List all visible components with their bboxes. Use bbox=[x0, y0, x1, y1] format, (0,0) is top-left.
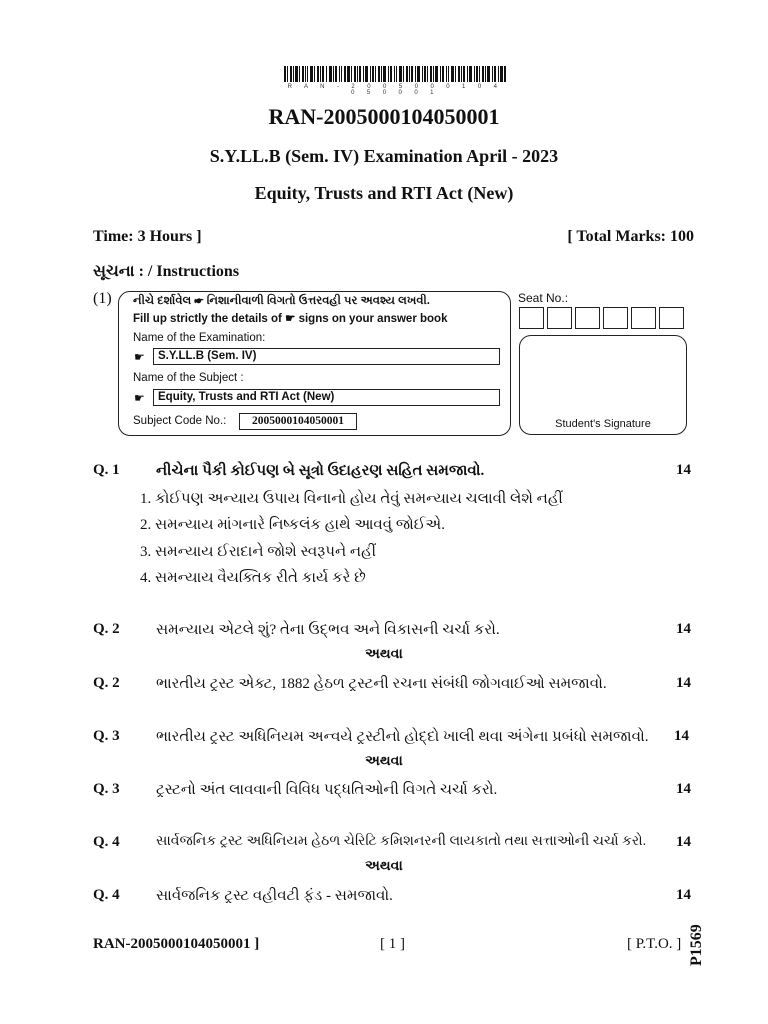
question-marks: 14 bbox=[674, 728, 689, 744]
question-text: ટ્રસ્ટનો અંત લાવવાની વિવિધ પદ્ધતિઓની વિગતે ચર્ચા કરો. bbox=[156, 782, 498, 798]
or-separator: અથવા bbox=[365, 859, 403, 874]
question-text: સાર્વજનિક ટ્રસ્ટ અધિનિયમ હેઠળ ચેરિટિ કમિશનરની લાયકાતો તથા સત્તાઓની ચર્ચા કરો. bbox=[156, 834, 647, 849]
sub-question: 1. કોઈપણ અન્યાય ઉપાય વિનાનો હોય તેવું સમન્યાય ચલાવી લેશે નહીં bbox=[140, 491, 563, 507]
seat-digit-box bbox=[519, 307, 544, 329]
question-marks: 14 bbox=[676, 675, 691, 691]
question-number: Q. 2 bbox=[93, 675, 120, 691]
exam-title: S.Y.LL.B (Sem. IV) Examination April - 2023 bbox=[209, 146, 559, 166]
pointing-hand-icon: ☛ bbox=[134, 350, 145, 364]
seat-digit-box bbox=[659, 307, 684, 329]
question-marks: 14 bbox=[676, 621, 691, 637]
barcode bbox=[284, 66, 506, 82]
footer-paper-code: RAN-2005000104050001 ] bbox=[93, 936, 260, 952]
seat-number-label: Seat No.: bbox=[518, 291, 569, 305]
instruction-gujarati: નીચે દર્શાવેલ ☛ નિશાનીવાળી વિગતો ઉત્તરવહી પર અવશ્ય લખવી. bbox=[133, 295, 430, 307]
question-text: નીચેના પૈકી કોઈપણ બે સૂત્રો ઉદાહરણ સહિત સમજાવો. bbox=[156, 463, 485, 479]
or-separator: અથવા bbox=[365, 754, 403, 769]
subject-code-label: Subject Code No.: bbox=[133, 415, 227, 427]
seat-digit-box bbox=[575, 307, 600, 329]
question-text: સાર્વજનિક ટ્રસ્ટ વહીવટી ફંડ - સમજાવો. bbox=[156, 888, 393, 904]
question-number: Q. 2 bbox=[93, 621, 120, 637]
side-paper-code: P1569 bbox=[688, 924, 705, 966]
question-number: Q. 3 bbox=[93, 781, 120, 797]
sub-question: 3. સમન્યાય ઈરાદાને જોશે સ્વરૂપને નહીં bbox=[140, 544, 377, 560]
exam-name-label: Name of the Examination: bbox=[133, 332, 266, 344]
seat-digit-box bbox=[631, 307, 656, 329]
subject-name-field: Equity, Trusts and RTI Act (New) bbox=[153, 389, 500, 406]
instruction-number: (1) bbox=[93, 290, 112, 307]
instruction-english: Fill up strictly the details of ☛ signs on your answer book bbox=[133, 313, 448, 325]
sub-question: 4. સમન્યાય વૈયક્તિક રીતે કાર્ય કરે છે bbox=[140, 570, 366, 586]
question-number: Q. 1 bbox=[93, 462, 120, 478]
question-number: Q. 4 bbox=[93, 834, 120, 850]
barcode-text: R A N - 2 0 0 5 0 0 0 1 0 4 0 5 0 0 0 1 bbox=[287, 84, 503, 96]
question-text: ભારતીય ટ્રસ્ટ અધિનિયમ અન્વયે ટ્રસ્ટીનો હોદ્દો ખાલી થવા અંગેના પ્રબંધો સમજાવો. bbox=[156, 729, 649, 745]
question-text: ભારતીય ટ્રસ્ટ એક્ટ, 1882 હેઠળ ટ્રસ્ટની રચના સંબંધી જોગવાઈઓ સમજાવો. bbox=[156, 676, 607, 692]
pointing-hand-icon: ☛ bbox=[134, 391, 145, 405]
footer-page-number: [ 1 ] bbox=[380, 936, 405, 952]
question-number: Q. 4 bbox=[93, 887, 120, 903]
seat-number-boxes bbox=[519, 307, 684, 329]
question-number: Q. 3 bbox=[93, 728, 120, 744]
signature-label: Student's Signature bbox=[555, 418, 651, 430]
question-marks: 14 bbox=[676, 887, 691, 903]
paper-code-title: RAN-2005000104050001 bbox=[268, 104, 500, 129]
or-separator: અથવા bbox=[365, 647, 403, 662]
subject-name-label: Name of the Subject : bbox=[133, 372, 244, 384]
sub-question: 2. સમન્યાય માંગનારે નિષ્કલંક હાથે આવવું જોઈએ. bbox=[140, 517, 445, 533]
question-text: સમન્યાય એટલે શું? તેના ઉદ્ભવ અને વિકાસની ચર્ચા કરો. bbox=[156, 622, 500, 638]
question-marks: 14 bbox=[676, 462, 691, 478]
seat-digit-box bbox=[603, 307, 628, 329]
seat-digit-box bbox=[547, 307, 572, 329]
instructions-box bbox=[118, 291, 511, 436]
signature-box bbox=[519, 335, 687, 435]
subject-title: Equity, Trusts and RTI Act (New) bbox=[254, 183, 514, 203]
time-duration: Time: 3 Hours ] bbox=[93, 228, 202, 245]
footer-pto: [ P.T.O. ] bbox=[627, 936, 682, 952]
subject-code-field: 2005000104050001 bbox=[239, 413, 357, 430]
question-marks: 14 bbox=[676, 834, 691, 850]
question-marks: 14 bbox=[676, 781, 691, 797]
total-marks: [ Total Marks: 100 bbox=[567, 228, 694, 245]
exam-name-field: S.Y.LL.B (Sem. IV) bbox=[153, 348, 500, 365]
instructions-heading: સૂચના : / Instructions bbox=[93, 263, 240, 280]
